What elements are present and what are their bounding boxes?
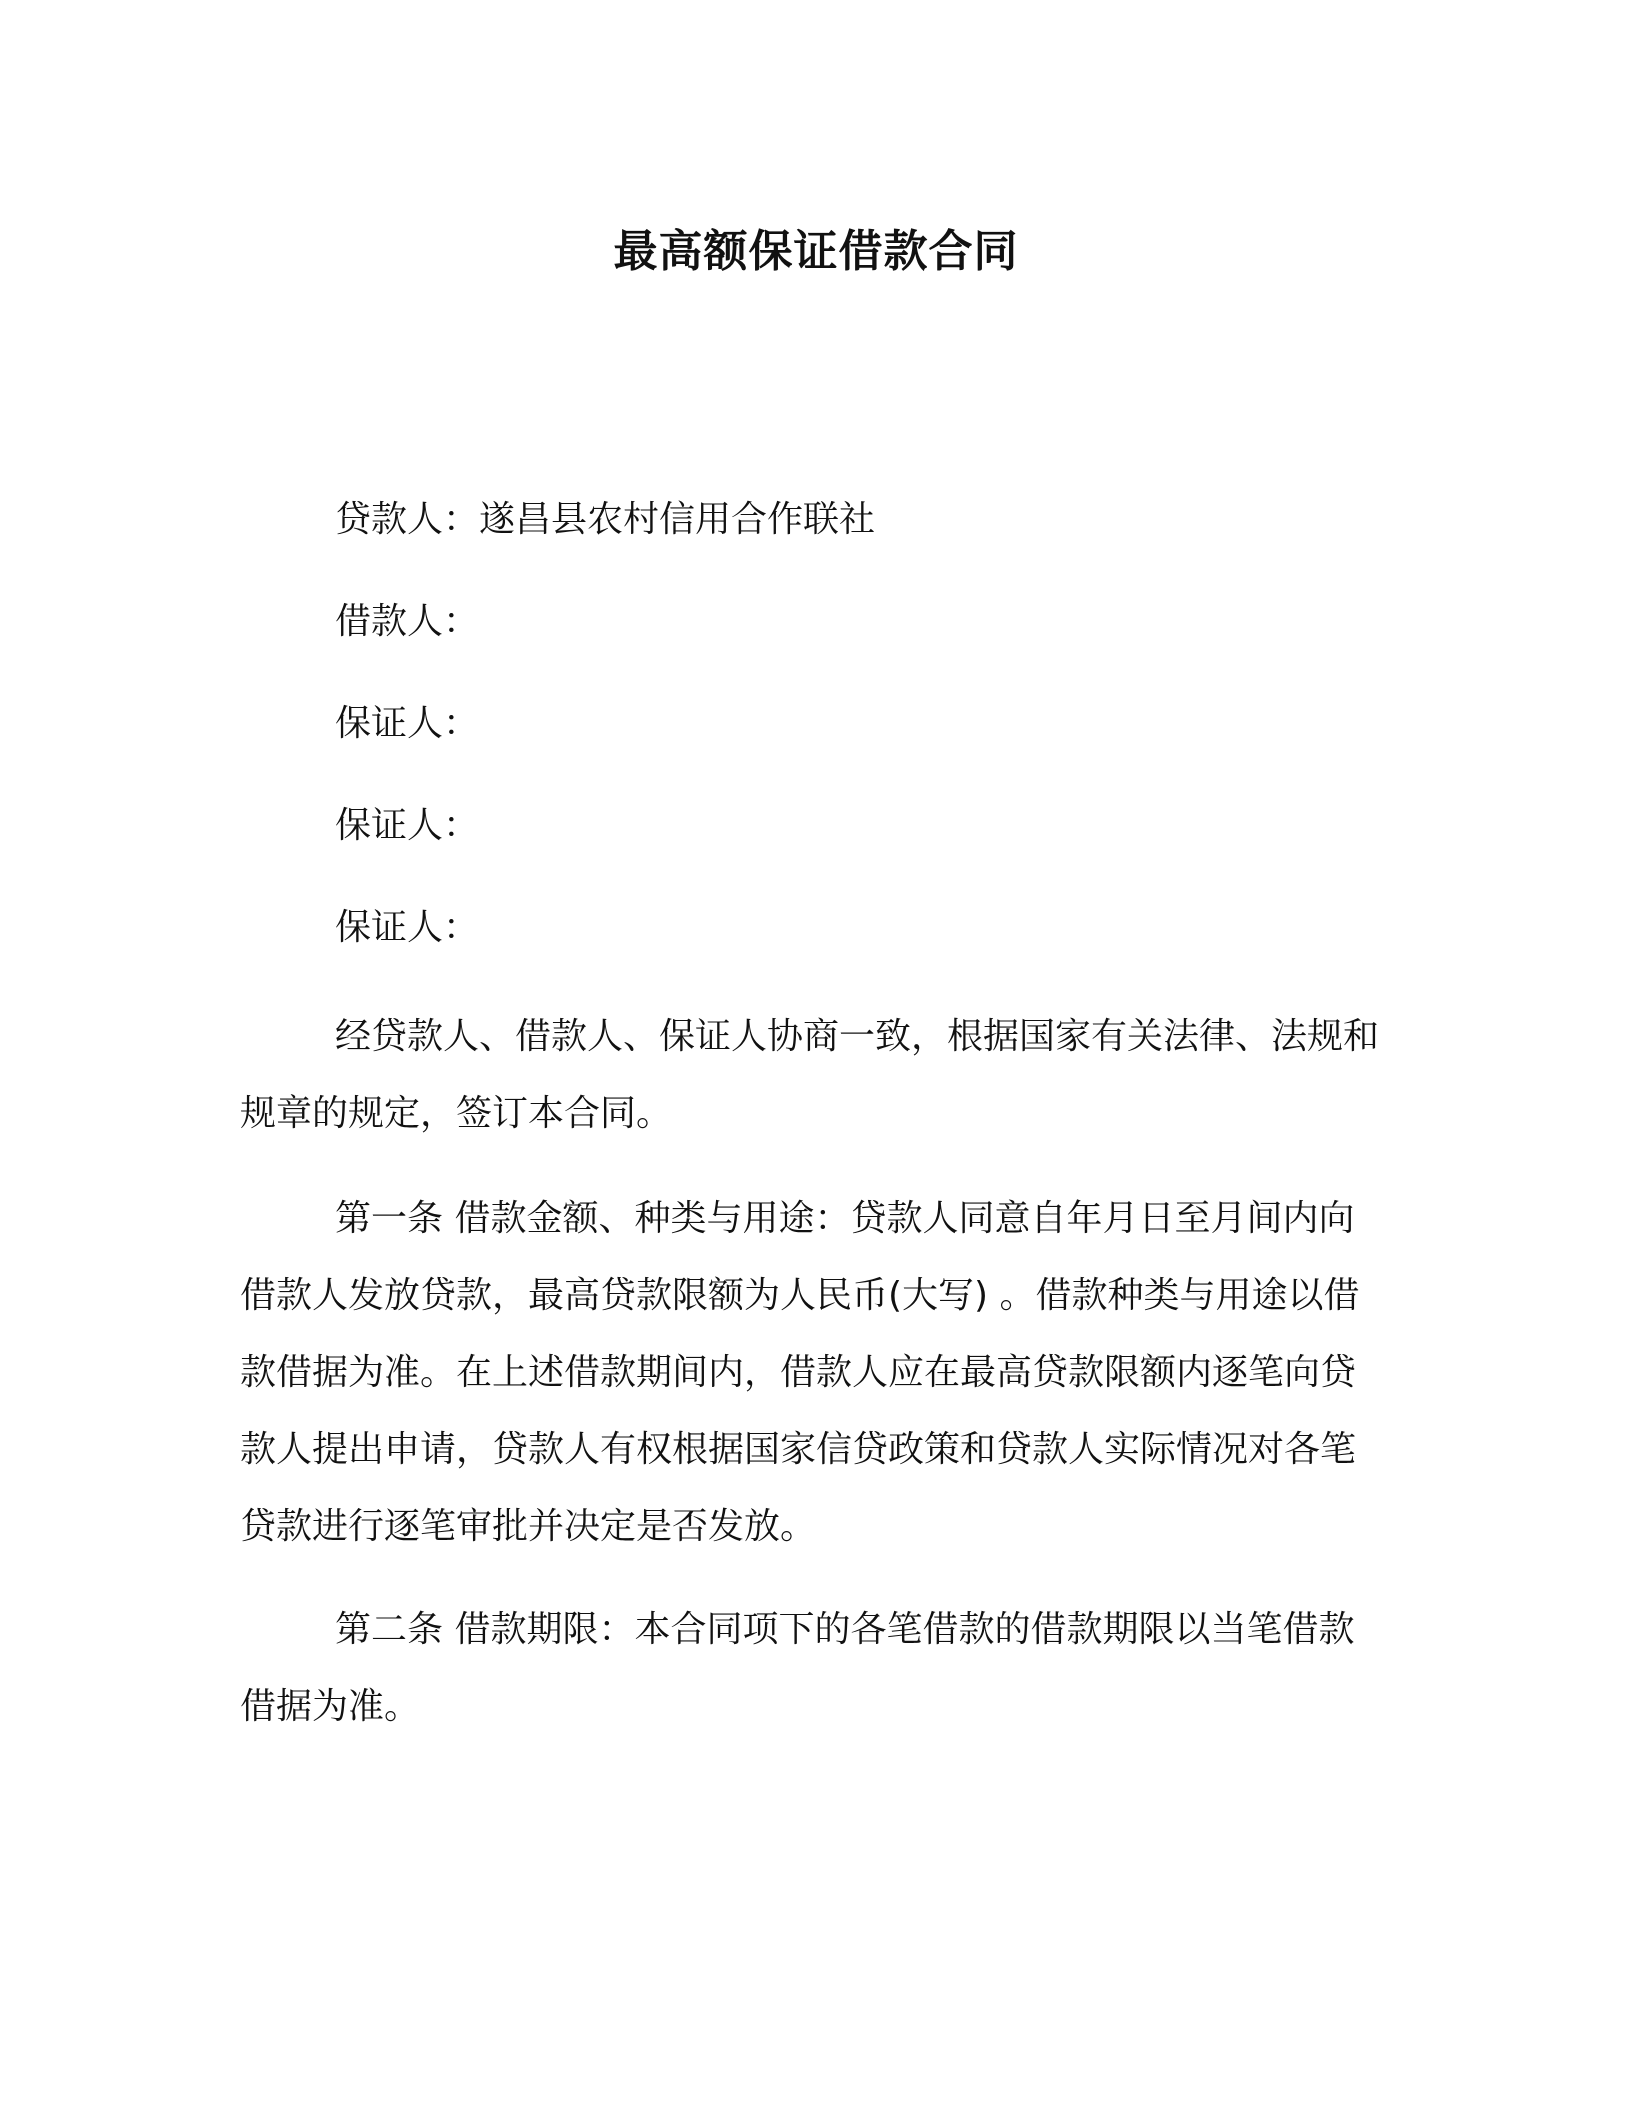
paragraph-preamble: 经贷款人、借款人、保证人协商一致，根据国家有关法律、法规和规章的规定，签订本合同。: [240, 1016, 1380, 1134]
party-lender: 贷款人：遂昌县农村信用合作联社: [335, 499, 876, 540]
paragraph-article-1: 第一条 借款金额、种类与用途：贷款人同意自年月日至月间内向借款人发放贷款，最高贷款限额为人民币(大写) 。借款种类与用途以借款借据为准。在上述借款期间内，借款人应在最高贷款限额内逐笔向贷款人提出申请，贷款人有权根据国家信贷政策和贷款人实际情况对各笔贷款进行逐笔审批并决定是否发放。: [240, 1198, 1360, 1547]
party-guarantor-2: 保证人：: [335, 805, 480, 846]
party-borrower: 借款人：: [335, 601, 480, 642]
paragraph-article-2: 第二条 借款期限：本合同项下的各笔借款的借款期限以当笔借款借据为准。: [240, 1609, 1355, 1727]
party-guarantor-3: 保证人：: [335, 907, 480, 948]
document-title: 最高额保证借款合同: [613, 226, 1019, 277]
party-guarantor-1: 保证人：: [335, 703, 480, 744]
